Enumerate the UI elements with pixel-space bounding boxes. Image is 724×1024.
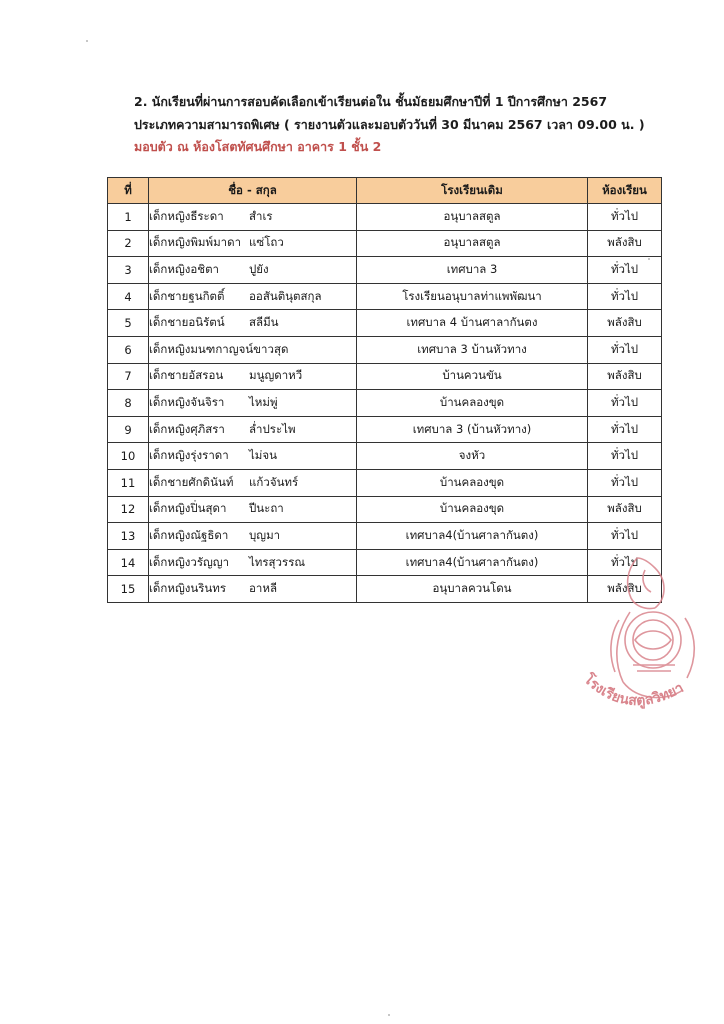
student-first-name: เด็กหญิงณัฐธิดา [149,527,229,542]
row-number: 8 [108,390,149,417]
row-number: 3 [108,257,149,284]
row-number: 2 [108,230,149,257]
row-number: 15 [108,576,149,603]
table-row [108,363,662,390]
table-row [108,336,662,363]
student-last-name: อาหลี [249,581,277,596]
classroom-type: ทั่วไป [588,416,662,443]
student-name [149,443,357,470]
svg-text:โรงเรียนสตูลวิทยา [580,669,687,709]
previous-school: เทศบาล 3 [357,257,588,284]
student-name [149,496,357,523]
classroom-type: พลังสิบ [588,576,662,603]
table-row [108,469,662,496]
table-row [108,390,662,417]
classroom-type: พลังสิบ [588,363,662,390]
student-name [149,363,357,390]
student-name [149,469,357,496]
row-number: 6 [108,336,149,363]
student-name [149,204,357,231]
student-first-name: เด็กหญิงนรินทร [149,581,227,596]
student-name [149,336,357,363]
scan-speck [388,1014,390,1016]
row-number: 14 [108,549,149,576]
previous-school: อนุบาลควนโดน [357,576,588,603]
previous-school: เทศบาล 3 (บ้านหัวทาง) [357,416,588,443]
table-row [108,204,662,231]
table-row [108,416,662,443]
seal-text: โรงเรียนสตูลวิทยา [580,671,687,710]
student-first-name: เด็กหญิงมนฑกาญจน์ [149,341,254,356]
row-number: 11 [108,469,149,496]
student-last-name: ไหม่พู่ [249,394,278,409]
announcement-heading [134,90,694,158]
student-name [149,283,357,310]
student-last-name: ออสันตินุตสกุล [249,288,322,303]
row-number: 4 [108,283,149,310]
student-last-name: สำเร [249,208,273,223]
header-no: ที่ [108,178,149,204]
previous-school: เทศบาล4(บ้านศาลากันตง) [357,523,588,550]
classroom-type: ทั่วไป [588,469,662,496]
row-number: 7 [108,363,149,390]
student-last-name: แก้วจันทร์ [249,474,299,489]
student-last-name: ขาวสุด [253,341,289,356]
classroom-type: ทั่วไป [588,283,662,310]
student-name [149,523,357,550]
student-first-name: เด็กหญิงพิมพ์มาดา [149,235,242,250]
student-first-name: เด็กหญิงวรัญญา [149,554,230,569]
previous-school: อนุบาลสตูล [357,204,588,231]
previous-school: บ้านคลองขุด [357,390,588,417]
student-first-name: เด็กหญิงอชิตา [149,261,219,276]
classroom-type: ทั่วไป [588,257,662,284]
classroom-type: ทั่วไป [588,336,662,363]
row-number: 12 [108,496,149,523]
row-number: 1 [108,204,149,231]
student-last-name: สลีมีน [249,315,279,330]
previous-school: จงหัว [357,443,588,470]
header-name: ชื่อ - สกุล [149,178,357,204]
student-last-name: มนูญดาหวี [249,368,303,383]
student-name [149,230,357,257]
table-row [108,310,662,337]
student-first-name: เด็กหญิงรุ่งราดา [149,448,229,463]
row-number: 10 [108,443,149,470]
row-number: 5 [108,310,149,337]
student-last-name: ปูยัง [249,261,269,276]
classroom-type: ทั่วไป [588,390,662,417]
student-name [149,390,357,417]
student-first-name: เด็กหญิงธีระดา [149,208,224,223]
student-first-name: เด็กชายอัสรอน [149,368,224,383]
student-name [149,576,357,603]
table-row [108,443,662,470]
previous-school: โรงเรียนอนุบาลท่าแพพัฒนา [357,283,588,310]
student-first-name: เด็กชายอนิรัตน์ [149,315,225,330]
classroom-type: ทั่วไป [588,523,662,550]
table-row [108,230,662,257]
heading-line-1: 2. นักเรียนที่ผ่านการสอบคัดเลือกเข้าเรียนต่อใน ชั้นมัธยมศึกษาปีที่ 1 ปีการศึกษา 2567 [134,94,608,109]
heading-line-2: ประเภทความสามารถพิเศษ ( รายงานตัวและมอบตัววันที่ 30 มีนาคม 2567 เวลา 09.00 น. ) [134,117,645,132]
student-first-name: เด็กหญิงจันจิรา [149,394,225,409]
student-name [149,310,357,337]
previous-school: บ้านคลองขุด [357,496,588,523]
previous-school: บ้านควนขัน [357,363,588,390]
row-number: 9 [108,416,149,443]
classroom-type: พลังสิบ [588,496,662,523]
classroom-type: พลังสิบ [588,230,662,257]
student-last-name: ไม่จน [249,448,277,463]
table-header-row [108,178,662,204]
row-number: 13 [108,523,149,550]
header-school: โรงเรียนเดิม [357,178,588,204]
previous-school: เทศบาล4(บ้านศาลากันตง) [357,549,588,576]
classroom-type: พลังสิบ [588,310,662,337]
classroom-type: ทั่วไป [588,204,662,231]
student-first-name: เด็กหญิงศุภิสรา [149,421,225,436]
scan-speck [86,40,88,42]
previous-school: เทศบาล 3 บ้านหัวทาง [357,336,588,363]
venue-line: มอบตัว ณ ห้องโสตทัศนศึกษา อาคาร 1 ชั้น 2 [134,139,382,154]
previous-school: บ้านคลองขุด [357,469,588,496]
student-name [149,416,357,443]
school-seal-icon [575,540,724,730]
previous-school: เทศบาล 4 บ้านศาลากันตง [357,310,588,337]
student-last-name: ไทรสุวรรณ [249,554,306,569]
header-room: ห้องเรียน [588,178,662,204]
student-first-name: เด็กหญิงปิ่นสุดา [149,501,227,516]
student-name [149,257,357,284]
student-last-name: บุญมา [249,527,281,542]
previous-school: อนุบาลสตูล [357,230,588,257]
school-seal-stamp [575,540,724,730]
student-first-name: เด็กชายฐนกิตติ์ [149,288,225,303]
student-last-name: แซ่โถว [249,235,284,250]
classroom-type: ทั่วไป [588,443,662,470]
student-last-name: ล่ำประไพ [249,421,296,436]
classroom-type: ทั่วไป [588,549,662,576]
student-name [149,549,357,576]
student-last-name: ปีนะถา [249,501,284,516]
student-first-name: เด็กชายศักดินันท์ [149,474,234,489]
table-row [108,283,662,310]
table-row [108,496,662,523]
table-row [108,257,662,284]
